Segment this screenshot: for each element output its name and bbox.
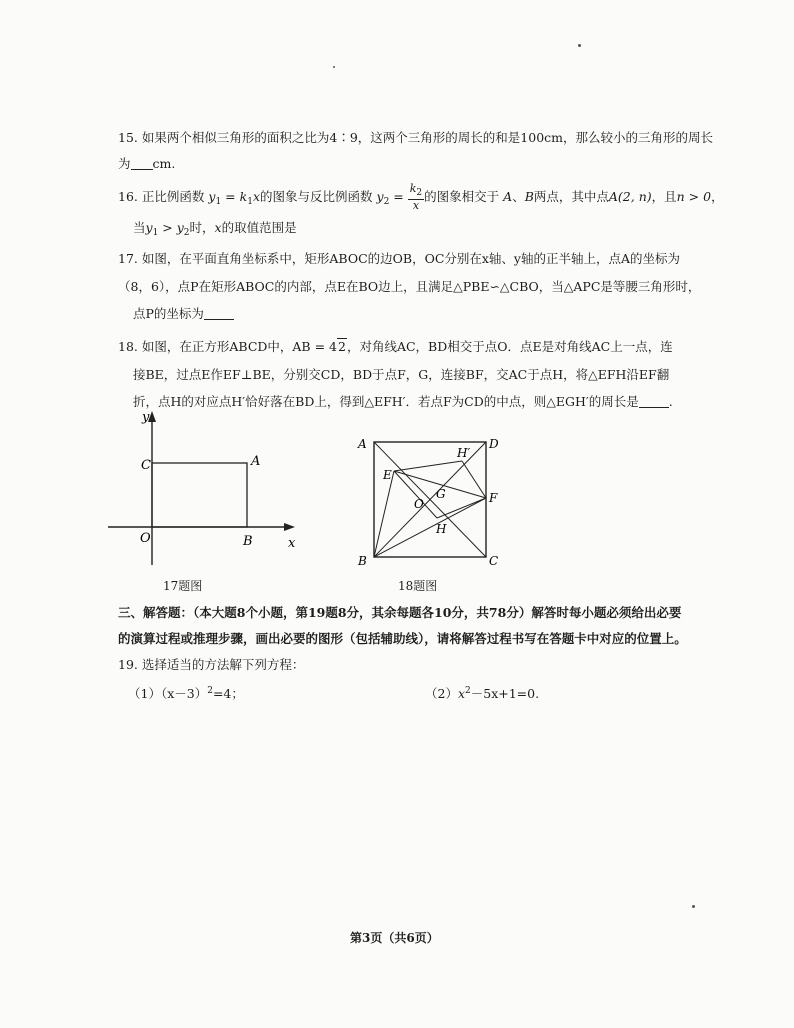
question-16: 16. 正比例函数 $y_1 = k_1x$的图象与反比例函数 $y_2$ = $\frac{k_2}{x}$ 的图象相交于 A、B两点，其中点A(2, n)，且n > 0， — [118, 182, 724, 212]
answer-blank[interactable] — [639, 395, 669, 408]
section-3-heading: 三、解答题：（本大题8个小题，第19题8分，其余每题各10分，共78分）解答时每小题必须给出必要 — [118, 605, 682, 620]
sqrt-radicand: 2 — [338, 339, 346, 354]
answer-blank[interactable] — [131, 157, 153, 170]
label-B: B — [358, 554, 367, 568]
label-O: O — [414, 497, 424, 511]
question-19-part-1: $(1)(x-3)^2=4$； — [128, 686, 244, 701]
question-number: 17. — [118, 251, 138, 266]
label-A: A — [251, 454, 261, 469]
segment-BE — [374, 471, 394, 557]
question-17: 17. 如图，在平面直角坐标系中，矩形ABOC的边OB，OC分别在x轴、y轴的正半轴上，点A的坐标为 — [118, 251, 681, 266]
label-H: H — [436, 522, 447, 536]
question-number: 16. — [118, 189, 138, 204]
label-G: G — [436, 487, 446, 501]
question-number: 18. — [118, 339, 138, 354]
answer-blank[interactable] — [204, 307, 234, 320]
segment-FH — [437, 498, 486, 518]
figure-17 — [100, 405, 320, 575]
question-18: 18. 如图，在正方形ABCD中，AB = 42，对角线AC，BD相交于点O．点E是对角线AC上一点，连 — [118, 339, 673, 354]
label-x: x — [288, 536, 296, 551]
label-O: O — [140, 531, 151, 546]
question-18-line-3: 折，点H的对应点H′恰好落在BD上，得到△EFH′．若点F为CD的中点，则△EGH′的周长是 . — [133, 394, 673, 409]
label-A: A — [358, 437, 367, 451]
question-19: 19. 选择适当的方法解下列方程： — [118, 657, 305, 672]
question-17-line-2: （8，6），点P在矩形ABOC的内部，点E在BO边上，且满足△PBE∽△CBO，当△APC是等腰三角形时， — [118, 279, 701, 294]
segment-EH-prime — [394, 461, 462, 471]
figure-17-caption: 17题图 — [163, 579, 203, 593]
question-16-line-2: 当$y_1 > y_2$时，x的取值范围是 — [133, 220, 297, 238]
label-B: B — [243, 534, 253, 549]
segment-BF — [374, 498, 486, 557]
section-3-heading-line-2: 的演算过程或推理步骤，画出必要的图形（包括辅助线），请将解答过程书写在答题卡中对应的位置上。 — [118, 631, 687, 646]
label-C: C — [489, 554, 499, 568]
question-15-line-2: 为 cm. — [118, 156, 176, 171]
label-H-prime: H′ — [457, 446, 471, 460]
label-y: y — [142, 410, 150, 425]
scan-speck — [578, 44, 581, 47]
question-15 — [118, 129, 713, 147]
question-number: 15. — [118, 130, 138, 145]
x-axis-arrow — [284, 523, 295, 531]
question-18-line-2: 接BE，过点E作EF⊥BE，分别交CD，BD于点F，G，连接BF，交AC于点H，将△EFH沿EF翻 — [133, 367, 670, 382]
label-E: E — [383, 468, 392, 482]
scan-speck — [692, 905, 695, 908]
label-D: D — [489, 437, 499, 451]
figure-18 — [350, 432, 510, 577]
label-F: F — [489, 491, 498, 505]
page-footer: 第3页（共6页） — [350, 931, 439, 945]
question-17-line-3: 点P的坐标为 — [133, 305, 234, 323]
question-19-part-2: $(2)x^2-5x+1=0$. — [425, 686, 540, 701]
scan-speck — [333, 66, 335, 68]
label-C: C — [141, 458, 151, 473]
fraction-k2-over-x: $\frac{k_2}{x}$ — [409, 182, 423, 212]
question-number: 19. — [118, 657, 138, 672]
figure-18-caption: 18题图 — [398, 579, 438, 593]
question-text: 如果两个相似三角形的面积之比为4∶9，这两个三角形的周长的和是100cm，那么较小的三角形的周长 — [141, 130, 713, 145]
rectangle-ABOC — [152, 463, 247, 527]
